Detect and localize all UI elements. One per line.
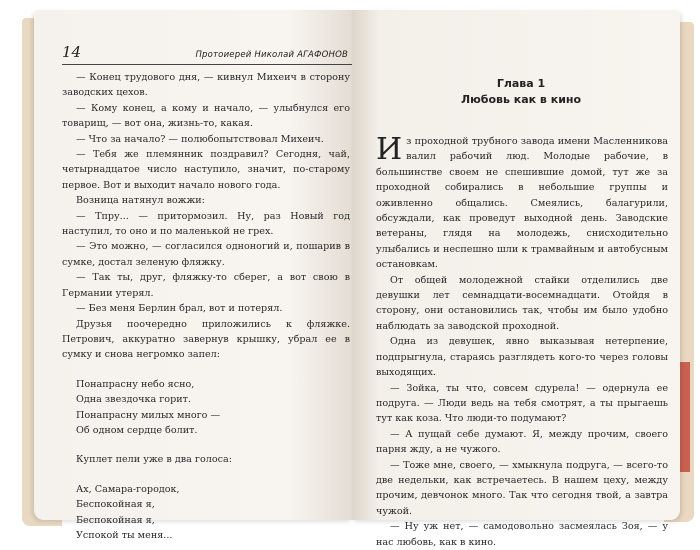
paragraph: Друзья поочередно приложились к фляжке. Петрович, аккуратно завернув крышку, убрал ее в сумку и снова негромко запел: [62, 318, 350, 361]
chapter-title: Любовь как в кино [460, 93, 582, 106]
first-paragraph-text: з проходной трубного завода имени Масленникова валил рабочий люд. Молодые рабочие, в большинстве своем не спешившие домой, тут же за проходной собирались в небольшие группы и оживленно общались. Смеялись, балагурили, обсуждали, как проведут выходной день. Заводские ветераны, глядя на молодежь, снисходительно улыбались и неспешно шли к трамвайным и автобусным остановкам. [376, 136, 668, 271]
chapter-number: Глава 1 [496, 77, 546, 90]
drop-cap: И [376, 132, 403, 167]
paragraph: — А пущай себе думают. Я, между прочим, своего парня жду, а не чужого. [376, 428, 668, 456]
paragraph: — Тпру... — притормозил. Ну, раз Новый год наступил, то оно и по маленькой не грех. [62, 210, 350, 238]
verse-line: Беспокойная я, [76, 514, 155, 526]
paragraph: Куплет пели уже в два голоса: [76, 454, 232, 466]
left-page-header [62, 42, 352, 65]
paragraph: — Без меня Берлин брал, вот и потерял. [76, 303, 283, 315]
verse-line: Одна звездочка горит. [76, 394, 191, 406]
paragraph: — Ну уж нет, — самодовольно засмеялась Зоя, — у нас любовь, как в кино. [376, 521, 668, 548]
left-page [34, 10, 352, 541]
paragraph: — Кому конец, а кому и начало, — улыбнулся его товарищ, — вот она, жизнь-то, какая. [62, 102, 350, 130]
paragraph: — Конец трудового дня, — кивнул Михеич в сторону заводских цехов. [62, 72, 350, 99]
paragraph: — Что за начало? — полюбопытствовал Михеич. [76, 133, 324, 145]
paragraph: — Тебя же племянник поздравил? Сегодня, чай, четырнадцатое число наступило, значит, по-старому первое. Вот и выходит начало нового года. [62, 149, 350, 191]
verse-line: Понапрасну небо ясно, [76, 378, 195, 390]
first-paragraph [376, 134, 668, 273]
chapter-heading [376, 76, 666, 108]
paragraph: — Так ты, друг, фляжку-то сберег, а вот свою в Германии утерял. [62, 272, 350, 299]
right-page-text [376, 134, 668, 550]
page-number: 14 [62, 43, 82, 61]
verse-line: Успокой ты меня... [76, 529, 173, 541]
paragraph: Одна из девушек, явно выказывая нетерпение, подпрыгнула, стараясь разглядеть кого-то через головы выходящих. [376, 336, 668, 379]
right-page [352, 10, 680, 548]
paragraph: Возница натянул вожжи: [76, 195, 205, 207]
verse-line: Понапрасну милых много — [76, 409, 221, 421]
running-head: Протоиерей Николай АГАФОНОВ [195, 50, 348, 60]
verse-line: Об одном сердце болит. [76, 424, 198, 436]
paragraph: — Тоже мне, своего, — хмыкнула подруга, — всего-то две недельки, как встречаетесь. В нашем цеху, между прочим, девчонок много. Так что сегодня твой, а завтра чужой. [376, 459, 668, 517]
left-page-text [62, 70, 350, 543]
paragraph: От общей молодежной стайки отделились две девушки лет семнадцати-восемнадцати. Отойдя в сторону, они остановились так, чтобы им было удобно наблюдать за заводской проходной. [376, 274, 668, 332]
paragraph: — Зойка, ты что, совсем сдурела! — одернула ее подруга. — Люди ведь на тебя смотрят, а ты прыгаешь тут как коза. Что люди-то подумают? [376, 382, 668, 425]
verse-line: Беспокойная я, [76, 499, 155, 511]
verse-line: Ах, Самара-городок, [76, 483, 180, 495]
paragraph: — Это можно, — согласился одноногий и, пошарив в сумке, достал зеленую фляжку. [62, 241, 350, 268]
